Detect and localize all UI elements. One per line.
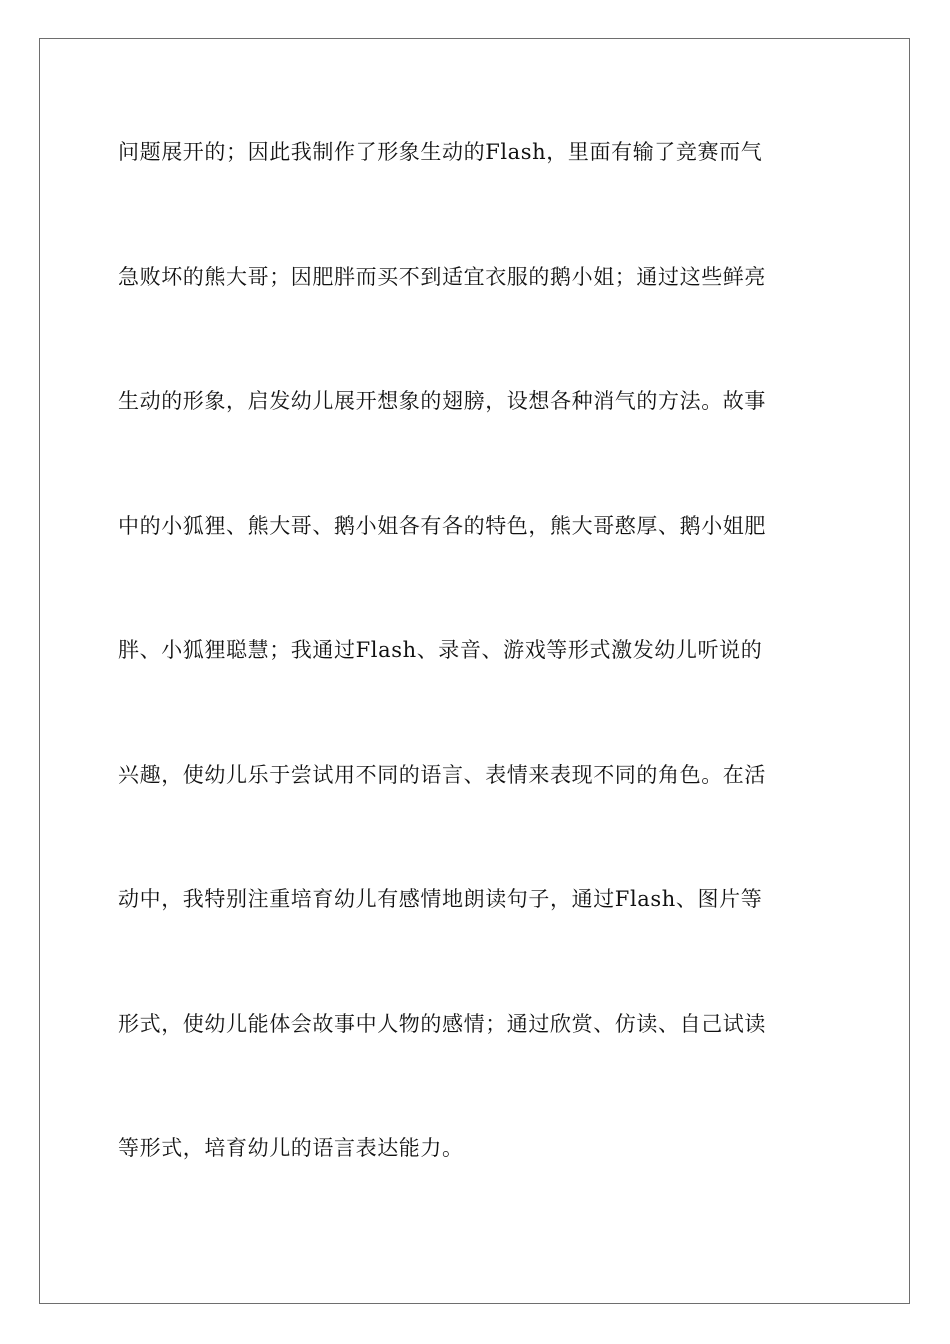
document-body <box>118 128 838 1249</box>
text-line: 形式，使幼儿能体会故事中人物的感情；通过欣赏、仿读、自己试读 <box>118 1011 766 1036</box>
text-line: 胖、小狐狸聪慧；我通过Flash、录音、游戏等形式激发幼儿听说的 <box>118 638 763 662</box>
text-line: 急败坏的熊大哥；因肥胖而买不到适宜衣服的鹅小姐；通过这些鲜亮 <box>118 264 766 289</box>
text-line: 生动的形象，启发幼儿展开想象的翅膀，设想各种消气的方法。故事 <box>118 389 766 413</box>
text-line: 兴趣，使幼儿乐于尝试用不同的语言、表情来表现不同的角色。在活 <box>118 762 766 787</box>
text-line: 中的小狐狸、熊大哥、鹅小姐各有各的特色，熊大哥憨厚、鹅小姐肥 <box>118 513 766 538</box>
text-line: 等形式，培育幼儿的语言表达能力。 <box>118 1136 464 1160</box>
text-line: 问题展开的；因此我制作了形象生动的Flash，里面有输了竞赛而气 <box>118 140 763 164</box>
text-line: 动中，我特别注重培育幼儿有感情地朗读句子，通过Flash、图片等 <box>118 887 763 911</box>
